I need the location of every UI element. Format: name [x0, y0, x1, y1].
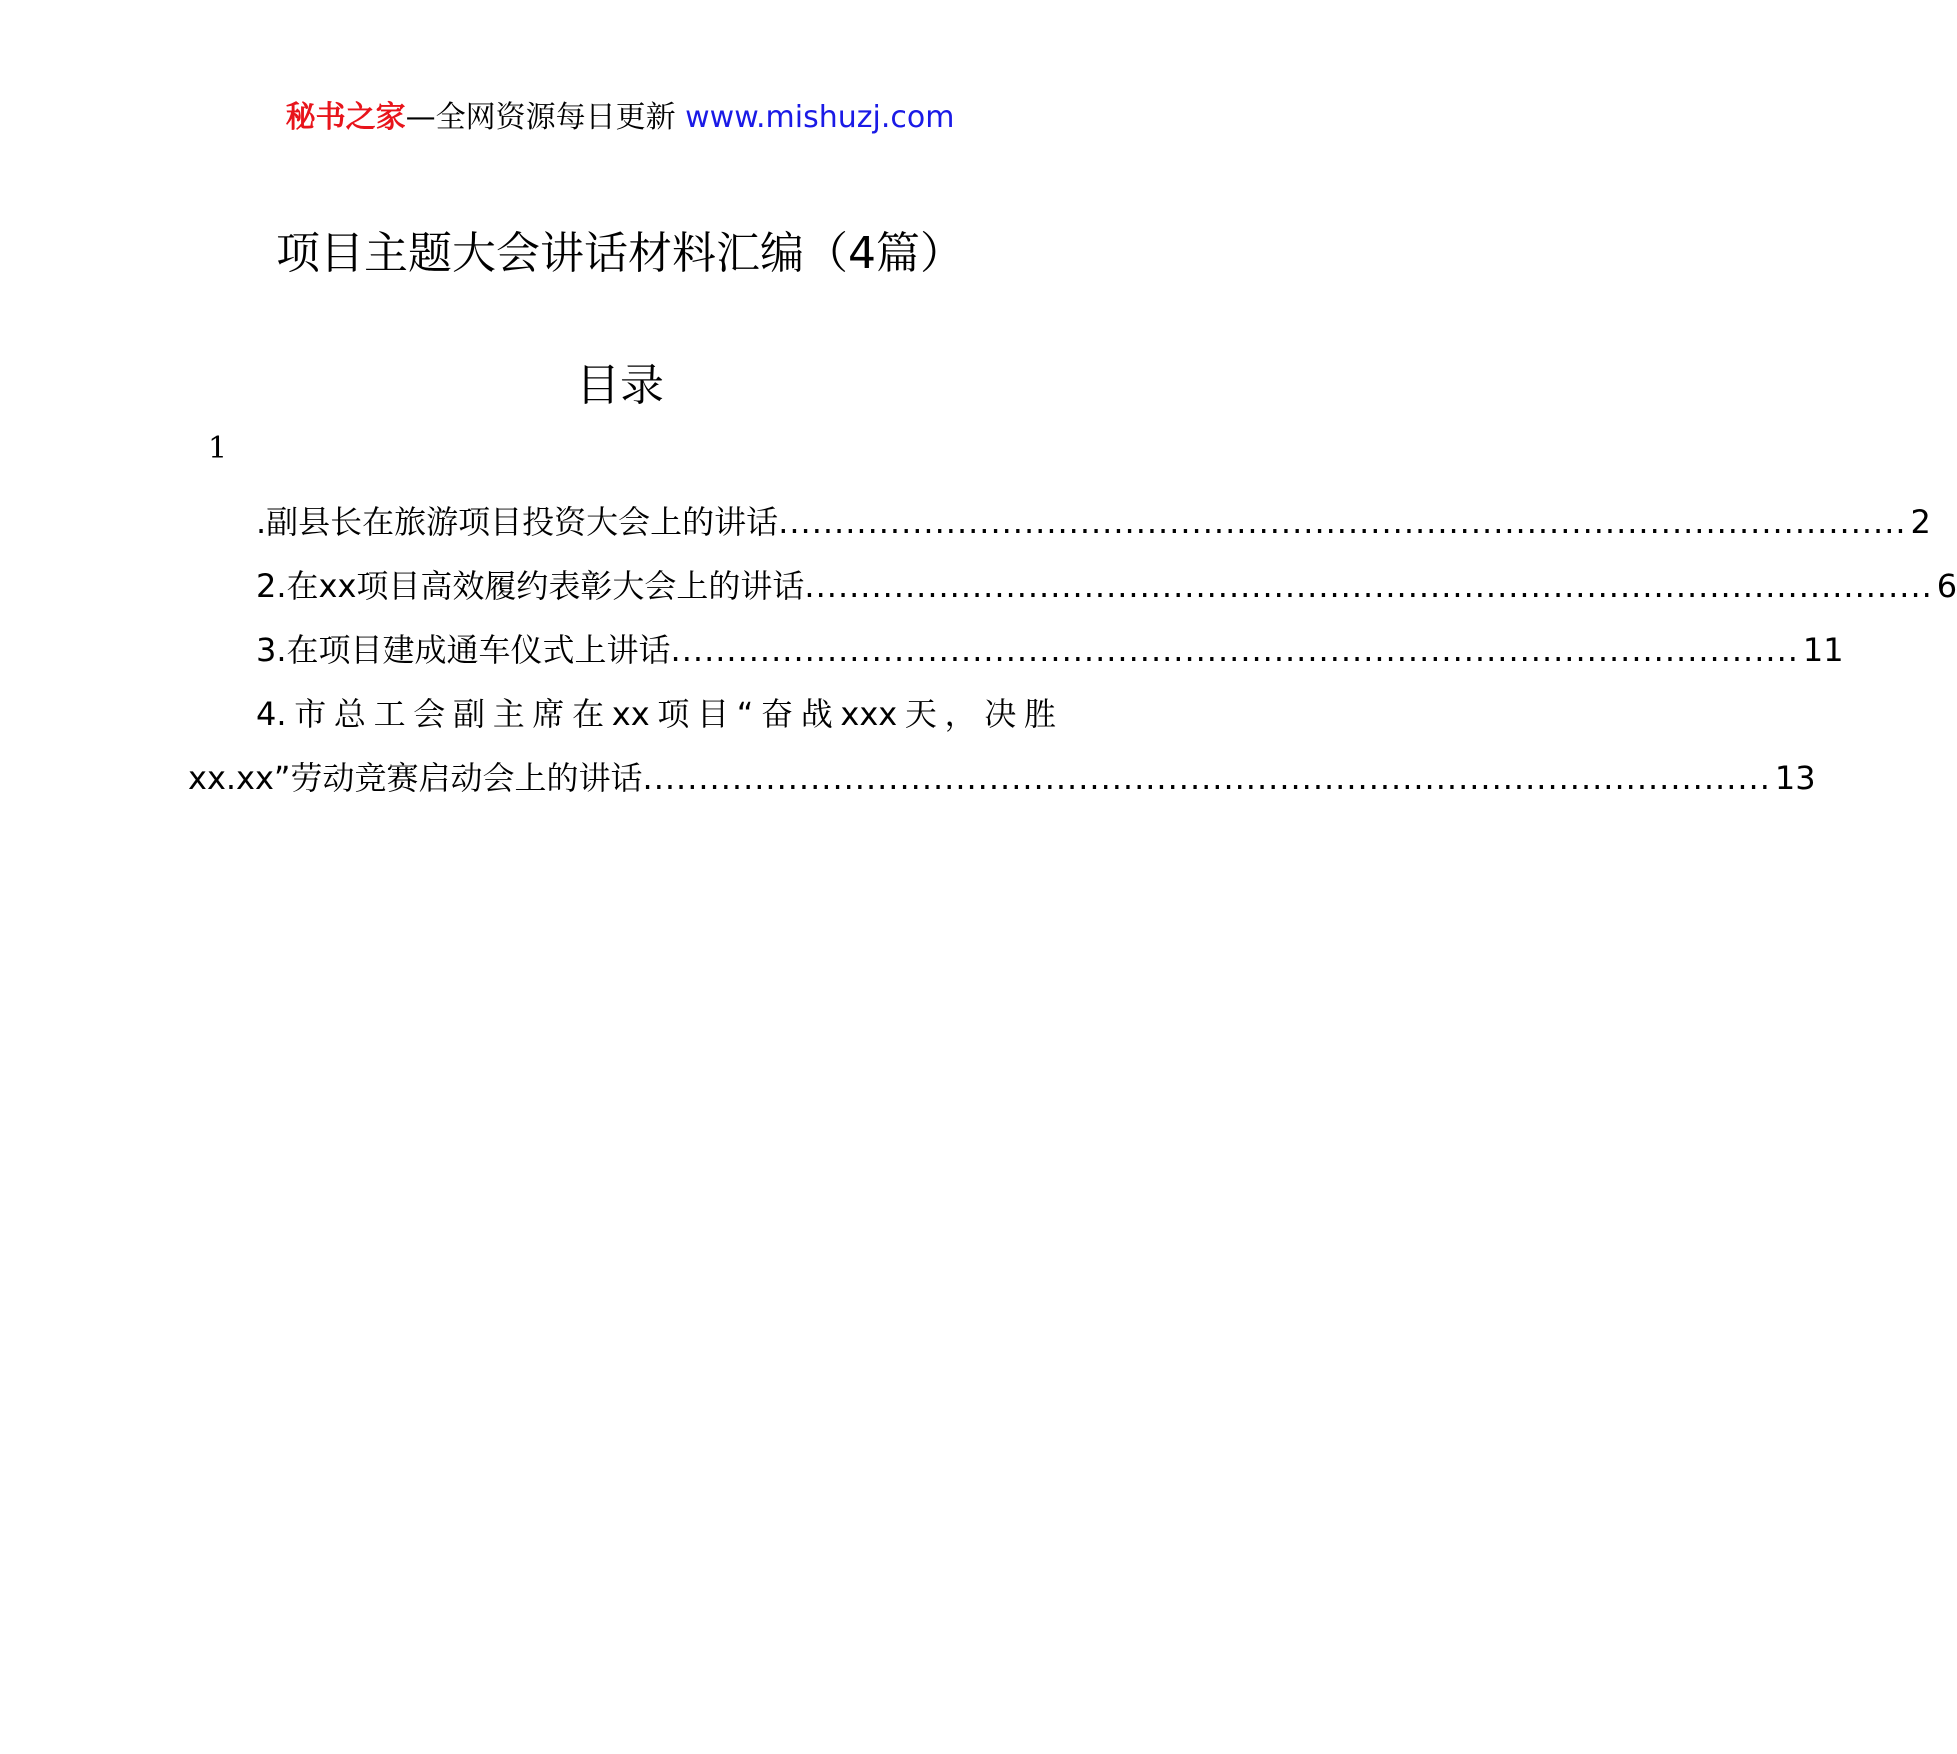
toc-entry-title: 2.在xx项目高效履约表彰大会上的讲话 [256, 567, 805, 605]
table-of-contents [188, 490, 1957, 810]
toc-entry-page: 11 [1802, 631, 1844, 669]
toc-entry-title: .副县长在旅游项目投资大会上的讲话 [256, 503, 779, 541]
toc-entry-4-line-2[interactable] [188, 746, 1816, 810]
site-brand: 秘书之家 [285, 100, 406, 135]
toc-entry-1[interactable] [188, 490, 1931, 554]
site-url-link[interactable]: www.mishuzj.com [685, 100, 955, 135]
toc-entry-page: 13 [1774, 759, 1816, 797]
toc-entry-title: 3.在项目建成通车仪式上讲话 [256, 631, 671, 669]
toc-leader-dots: ..................................................................................................... [670, 631, 1799, 669]
site-header [0, 98, 1240, 138]
toc-entry-title-continued: xx.xx”劳动竞赛启动会上的讲话 [188, 759, 643, 797]
stray-list-number: 1 [208, 431, 228, 466]
document-title: 项目主题大会讲话材料汇编（4篇） [276, 228, 964, 279]
toc-entry-title: 4.市总工会副主席在xx项目“奋战xxx天，决胜 [256, 695, 1056, 733]
toc-leader-dots: ..................................................................................................... [778, 503, 1907, 541]
toc-entry-page: 2 [1910, 503, 1931, 541]
site-slogan: —全网资源每日更新 [405, 100, 676, 135]
toc-leader-dots: ..................................................................................................... [804, 567, 1933, 605]
toc-entry-4-line-1[interactable] [188, 682, 1056, 746]
toc-entry-page: 6 [1936, 567, 1957, 605]
toc-leader-dots: ..................................................................................................... [642, 759, 1771, 797]
toc-heading: 目录 [576, 360, 664, 411]
toc-entry-3[interactable] [188, 618, 1844, 682]
toc-entry-2[interactable] [188, 554, 1957, 618]
